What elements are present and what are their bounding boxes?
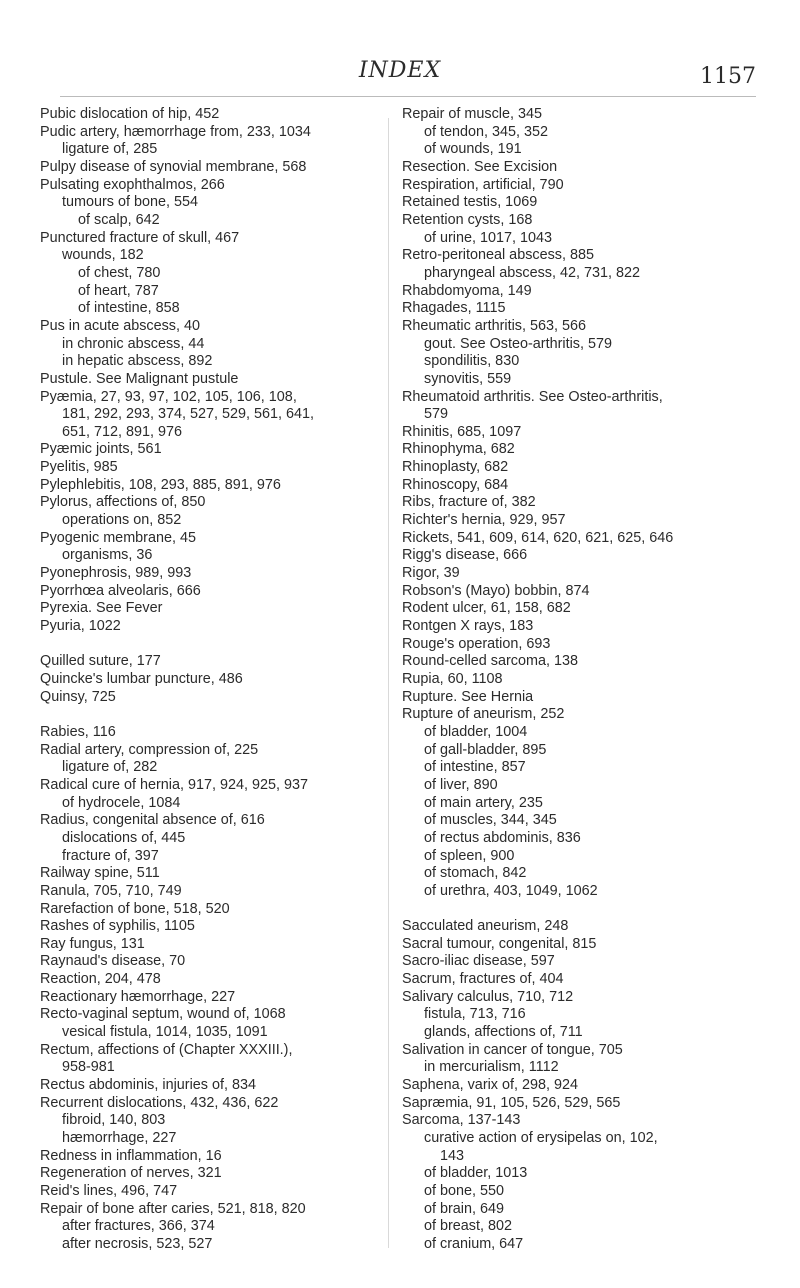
section-gap xyxy=(40,636,395,654)
index-subentry: of intestine, 857 xyxy=(424,759,526,776)
index-entry: Pylephlebitis, 108, 293, 885, 891, 976 xyxy=(40,476,281,493)
index-entry: Rhinitis, 685, 1097 xyxy=(402,423,522,440)
section-gap xyxy=(40,706,395,724)
index-subentry: ligature of, 282 xyxy=(62,759,158,776)
index-entry: Raynaud's disease, 70 xyxy=(40,953,186,970)
index-subentry: of cranium, 647 xyxy=(424,1235,524,1252)
index-subentry: synovitis, 559 xyxy=(424,370,512,387)
index-subentry: 579 xyxy=(424,406,449,423)
index-subentry: fibroid, 140, 803 xyxy=(62,1112,166,1129)
index-subentry: of hydrocele, 1084 xyxy=(62,794,181,811)
page-header xyxy=(0,56,800,96)
index-entry: Pus in acute abscess, 40 xyxy=(40,317,200,334)
index-entry: Recurrent dislocations, 432, 436, 622 xyxy=(40,1094,279,1111)
index-entry: Rontgen X rays, 183 xyxy=(402,618,534,635)
page-number: 1157 xyxy=(700,64,756,89)
index-subentry: glands, affections of, 711 xyxy=(424,1024,583,1041)
index-column-left xyxy=(40,106,395,1254)
index-entry: Rhinoscopy, 684 xyxy=(402,476,509,493)
index-entry: Pyonephrosis, 989, 993 xyxy=(40,565,192,582)
index-subentry: vesical fistula, 1014, 1035, 1091 xyxy=(62,1024,268,1041)
index-entry: Rouge's operation, 693 xyxy=(402,635,551,652)
index-subentry: of brain, 649 xyxy=(424,1200,505,1217)
index-subentry: of urethra, 403, 1049, 1062 xyxy=(424,882,598,899)
index-subentry: in mercurialism, 1112 xyxy=(424,1059,559,1076)
index-subentry: of scalp, 642 xyxy=(78,211,160,228)
index-entry: Rigor, 39 xyxy=(402,565,460,582)
index-entry: Reaction, 204, 478 xyxy=(40,971,161,988)
index-entry: Resection. See Excision xyxy=(402,158,558,175)
index-subentry: fistula, 713, 716 xyxy=(424,1006,526,1023)
index-entry: Pudic artery, hæmorrhage from, 233, 1034 xyxy=(40,123,311,140)
index-entry: Robson's (Mayo) bobbin, 874 xyxy=(402,582,590,599)
index-entry: Rhagades, 1115 xyxy=(402,300,506,317)
index-subentry: wounds, 182 xyxy=(62,247,144,264)
index-subentry: of bone, 550 xyxy=(424,1183,505,1200)
index-entry: Richter's hernia, 929, 957 xyxy=(402,512,566,529)
column-divider xyxy=(388,118,389,1248)
section-gap xyxy=(402,901,772,919)
index-entry: Pyrexia. See Fever xyxy=(40,600,163,617)
index-entry: Recto-vaginal septum, wound of, 1068 xyxy=(40,1006,286,1023)
index-entry: Rarefaction of bone, 518, 520 xyxy=(40,900,230,917)
page-title: INDEX xyxy=(358,58,442,83)
index-entry: Pyæmia, 27, 93, 97, 102, 105, 106, 108, xyxy=(40,388,297,405)
index-subentry: gout. See Osteo-arthritis, 579 xyxy=(424,335,612,352)
index-entry: Quilled suture, 177 xyxy=(40,653,161,670)
index-entry: Pyæmic joints, 561 xyxy=(40,441,162,458)
index-subentry: of breast, 802 xyxy=(424,1218,513,1235)
index-entry: Round-celled sarcoma, 138 xyxy=(402,653,578,670)
index-entry: Sapræmia, 91, 105, 526, 529, 565 xyxy=(402,1094,621,1111)
index-entry: Rectum, affections of (Chapter XXXIII.), xyxy=(40,1041,293,1058)
index-entry: Sacrum, fractures of, 404 xyxy=(402,971,564,988)
index-entry: Ribs, fracture of, 382 xyxy=(402,494,536,511)
index-entry: Rupture. See Hernia xyxy=(402,688,534,705)
index-subentry: dislocations of, 445 xyxy=(62,829,186,846)
index-entry: Redness in inflammation, 16 xyxy=(40,1147,222,1164)
index-subentry: hæmorrhage, 227 xyxy=(62,1130,177,1147)
index-subentry: of bladder, 1004 xyxy=(424,723,528,740)
index-entry: Rhinophyma, 682 xyxy=(402,441,515,458)
index-entry: Punctured fracture of skull, 467 xyxy=(40,229,240,246)
index-entry: Repair of bone after caries, 521, 818, 820 xyxy=(40,1200,306,1217)
index-entry: Retro-peritoneal abscess, 885 xyxy=(402,247,594,264)
index-entry: Pustule. See Malignant pustule xyxy=(40,370,239,387)
index-entry: Rupture of aneurism, 252 xyxy=(402,706,565,723)
index-subentry: ligature of, 285 xyxy=(62,141,158,158)
index-subentry: curative action of erysipelas on, 102, xyxy=(424,1130,658,1147)
index-entry: Quincke's lumbar puncture, 486 xyxy=(40,670,243,687)
index-column-right xyxy=(402,106,772,1254)
index-entry: Ranula, 705, 710, 749 xyxy=(40,882,182,899)
index-entry: Retention cysts, 168 xyxy=(402,211,533,228)
index-entry: Rheumatic arthritis, 563, 566 xyxy=(402,317,586,334)
index-entry: Railway spine, 511 xyxy=(40,865,160,882)
index-subentry: of muscles, 344, 345 xyxy=(424,812,557,829)
index-subentry: of urine, 1017, 1043 xyxy=(424,229,553,246)
index-subentry: of main artery, 235 xyxy=(424,794,543,811)
index-subentry: of heart, 787 xyxy=(78,282,159,299)
index-entry: Pyelitis, 985 xyxy=(40,459,118,476)
index-entry: Reid's lines, 496, 747 xyxy=(40,1183,178,1199)
index-entry: Sarcoma, 137-143 xyxy=(402,1112,521,1129)
index-subentry: of liver, 890 xyxy=(424,776,498,793)
index-subentry: in hepatic abscess, 892 xyxy=(62,353,213,370)
index-subentry: 143 xyxy=(440,1147,465,1164)
index-entry: Sacral tumour, congenital, 815 xyxy=(402,935,597,952)
index-entry: Pyogenic membrane, 45 xyxy=(40,529,196,546)
index-subentry: 651, 712, 891, 976 xyxy=(62,423,183,440)
index-subentry: of bladder, 1013 xyxy=(424,1165,528,1182)
index-entry: Retained testis, 1069 xyxy=(402,194,538,211)
index-subentry: of spleen, 900 xyxy=(424,847,515,864)
index-entry: Reactionary hæmorrhage, 227 xyxy=(40,988,236,1005)
index-entry: Salivary calculus, 710, 712 xyxy=(402,988,574,1005)
index-subentry: operations on, 852 xyxy=(62,512,182,529)
index-entry: Ray fungus, 131 xyxy=(40,935,145,952)
index-subentry: of tendon, 345, 352 xyxy=(424,123,549,140)
index-entry: Respiration, artificial, 790 xyxy=(402,176,564,193)
index-subentry: in chronic abscess, 44 xyxy=(62,335,205,352)
index-entry: Rigg's disease, 666 xyxy=(402,547,528,564)
index-entry: Rabies, 116 xyxy=(40,723,116,740)
index-entry: Pyuria, 1022 xyxy=(40,618,121,635)
index-entry: Radial artery, compression of, 225 xyxy=(40,741,259,758)
index-entry: Rectus abdominis, injuries of, 834 xyxy=(40,1077,256,1094)
index-entry: Repair of muscle, 345 xyxy=(402,106,542,122)
index-entry: Rupia, 60, 1108 xyxy=(402,671,503,687)
header-rule xyxy=(60,96,756,97)
index-subentry: 181, 292, 293, 374, 527, 529, 561, 641, xyxy=(62,406,315,423)
index-entry: Pulpy disease of synovial membrane, 568 xyxy=(40,158,307,175)
index-subentry: pharyngeal abscess, 42, 731, 822 xyxy=(424,264,641,281)
index-entry: Radical cure of hernia, 917, 924, 925, 937 xyxy=(40,776,309,793)
index-subentry: organisms, 36 xyxy=(62,547,153,564)
index-subentry: spondilitis, 830 xyxy=(424,353,520,370)
index-subentry: fracture of, 397 xyxy=(62,847,159,864)
index-entry: Saphena, varix of, 298, 924 xyxy=(402,1077,579,1094)
index-entry: Pubic dislocation of hip, 452 xyxy=(40,106,220,122)
index-subentry: of chest, 780 xyxy=(78,264,161,281)
index-subentry: of gall-bladder, 895 xyxy=(424,741,547,758)
index-entry: Salivation in cancer of tongue, 705 xyxy=(402,1041,623,1058)
index-entry: Rodent ulcer, 61, 158, 682 xyxy=(402,600,571,617)
index-subentry: 958-981 xyxy=(62,1059,115,1076)
index-entry: Regeneration of nerves, 321 xyxy=(40,1165,222,1182)
index-entry: Rheumatoid arthritis. See Osteo-arthritis, xyxy=(402,388,663,405)
index-subentry: after necrosis, 523, 527 xyxy=(62,1235,213,1252)
index-entry: Sacculated aneurism, 248 xyxy=(402,918,569,935)
index-entry: Radius, congenital absence of, 616 xyxy=(40,812,265,829)
index-entry: Rickets, 541, 609, 614, 620, 621, 625, 646 xyxy=(402,529,674,546)
index-entry: Pyorrhœa alveolaris, 666 xyxy=(40,582,201,599)
index-subentry: tumours of bone, 554 xyxy=(62,194,199,211)
index-subentry: after fractures, 366, 374 xyxy=(62,1218,215,1235)
index-subentry: of stomach, 842 xyxy=(424,865,527,882)
index-entry: Pylorus, affections of, 850 xyxy=(40,494,206,511)
index-entry: Quinsy, 725 xyxy=(40,688,116,705)
index-entry: Pulsating exophthalmos, 266 xyxy=(40,176,225,193)
index-entry: Rhinoplasty, 682 xyxy=(402,459,509,476)
index-subentry: of rectus abdominis, 836 xyxy=(424,829,581,846)
index-entry: Sacro-iliac disease, 597 xyxy=(402,953,555,970)
index-subentry: of wounds, 191 xyxy=(424,141,522,158)
index-entry: Rhabdomyoma, 149 xyxy=(402,282,532,299)
index-subentry: of intestine, 858 xyxy=(78,300,180,317)
index-entry: Rashes of syphilis, 1105 xyxy=(40,918,195,935)
